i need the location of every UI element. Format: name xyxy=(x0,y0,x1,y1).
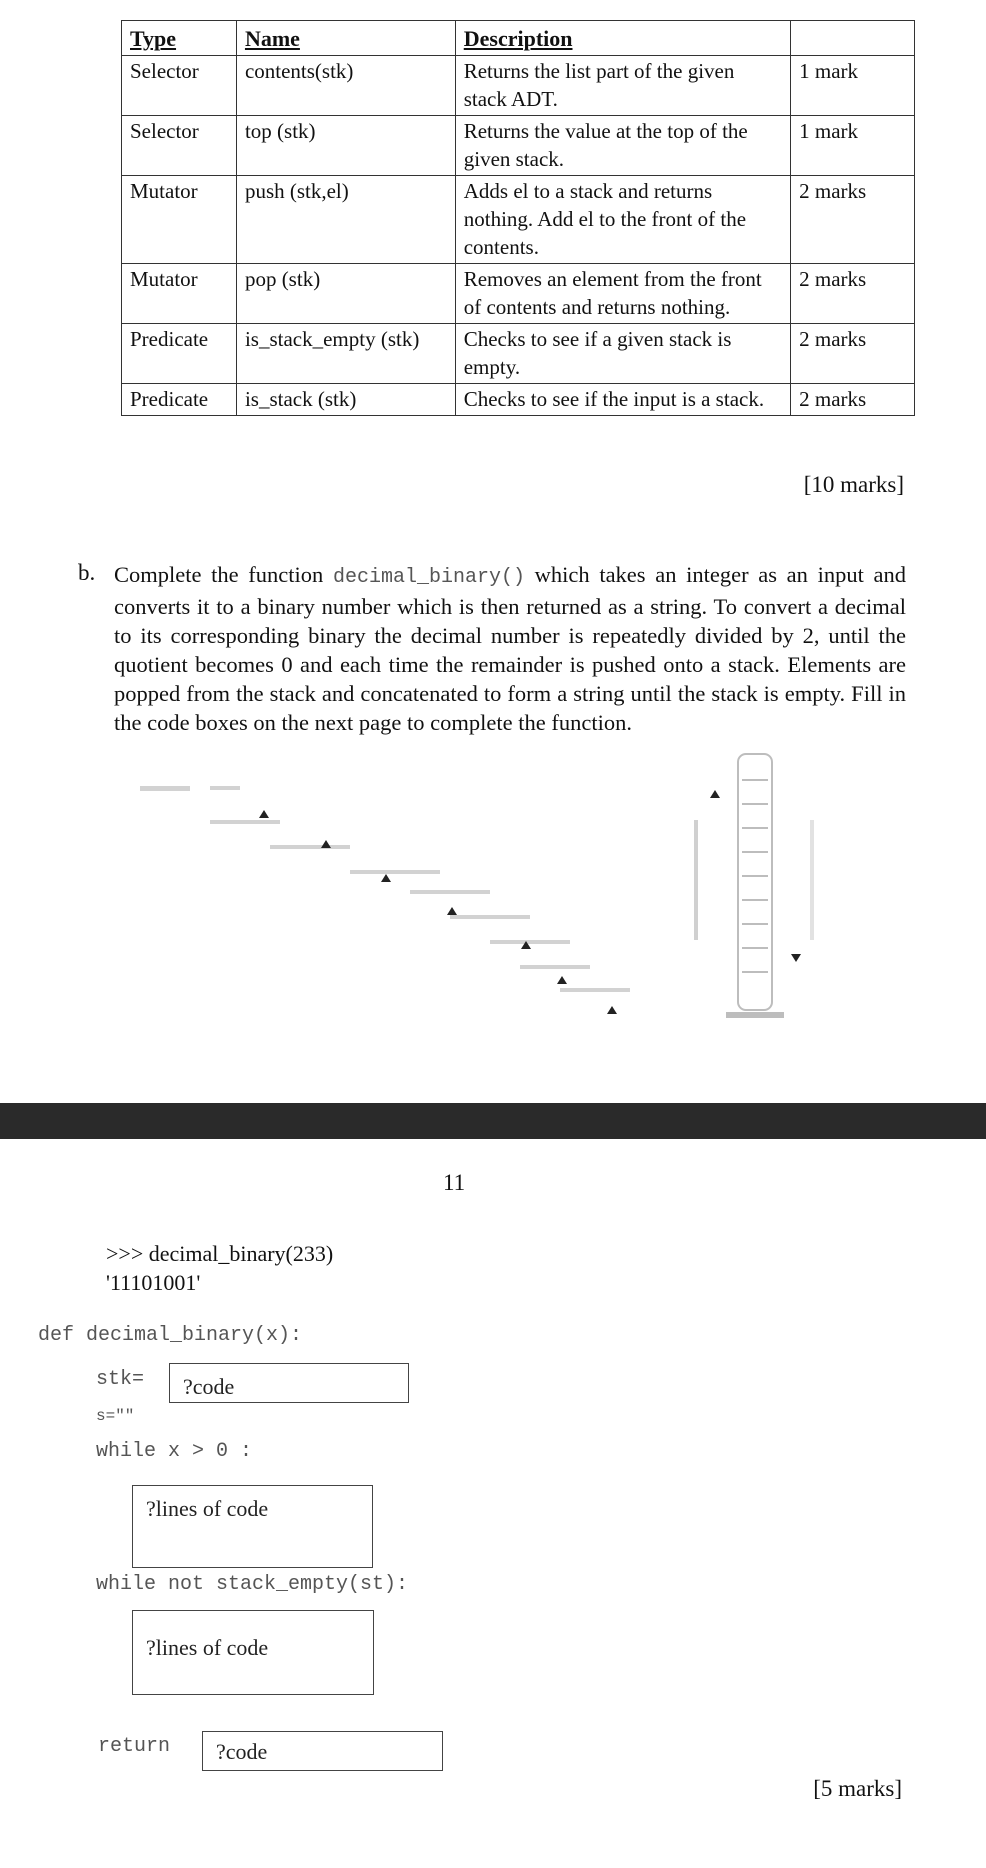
arrow-marker xyxy=(710,790,720,798)
cell-marks: 2 marks xyxy=(791,264,915,324)
cell-name: contents(stk) xyxy=(236,56,455,116)
trace-line xyxy=(210,786,240,790)
code-while-not-empty: while not stack_empty(st): xyxy=(96,1573,409,1596)
example-result: '11101001' xyxy=(106,1270,201,1295)
question-text xyxy=(114,560,906,737)
table-header-row xyxy=(122,21,915,56)
table-row xyxy=(122,324,915,384)
cell-marks: 1 mark xyxy=(791,56,915,116)
trace-line xyxy=(450,915,530,919)
trace-line xyxy=(410,890,490,894)
exam-page-bottom xyxy=(0,1139,986,1868)
cell-name: is_stack (stk) xyxy=(236,384,455,416)
question-text-end: which takes an integer as an input and converts it to a binary number which is then returned as a string. To convert a decimal to its corresponding binary the decimal number is repeatedly divided by 2, until the quotient becomes 0 and each time the remainder is pushed onto a stack. Elements are popped from the stack and concatenated to form a string until the stack is empty. Fill in the code boxes on the next page to complete the function. xyxy=(114,562,906,735)
cell-type: Selector xyxy=(122,116,237,176)
cell-description: Returns the list part of the given stack ADT. xyxy=(455,56,790,116)
cell-description: Checks to see if a given stack is empty. xyxy=(455,324,790,384)
cell-type: Mutator xyxy=(122,176,237,264)
cell-description: Removes an element from the front of contents and returns nothing. xyxy=(455,264,790,324)
function-name: decimal_binary() xyxy=(332,566,525,589)
cell-type: Predicate xyxy=(122,384,237,416)
arrow-marker xyxy=(447,907,457,915)
answer-box-while-not-empty[interactable]: ?lines of code xyxy=(132,1610,374,1695)
cell-marks: 2 marks xyxy=(791,324,915,384)
answer-box-stk[interactable]: ?code xyxy=(169,1363,409,1403)
trace-line xyxy=(350,870,440,874)
stack-base xyxy=(726,1012,784,1018)
code-s-assign: s="" xyxy=(96,1407,135,1425)
part-a-marks: [10 marks] xyxy=(803,472,904,497)
stack-column xyxy=(738,754,772,1010)
code-return-keyword: return xyxy=(98,1735,171,1758)
header-marks xyxy=(791,21,915,56)
page-divider xyxy=(0,1103,986,1139)
answer-box-while-x[interactable]: ?lines of code xyxy=(132,1485,373,1568)
arrow-marker xyxy=(557,976,567,984)
question-label: b. xyxy=(78,560,96,585)
faded-side-label xyxy=(810,820,814,940)
trace-line xyxy=(520,965,590,969)
cell-description: Checks to see if the input is a stack. xyxy=(455,384,790,416)
example-call: >>> decimal_binary(233) xyxy=(106,1241,334,1266)
header-description: Description xyxy=(455,21,790,56)
table-row xyxy=(122,56,915,116)
code-def-line: def decimal_binary(x): xyxy=(38,1324,303,1347)
trace-line xyxy=(560,988,630,992)
cell-marks: 2 marks xyxy=(791,176,915,264)
cell-marks: 2 marks xyxy=(791,384,915,416)
cell-name: pop (stk) xyxy=(236,264,455,324)
trace-line xyxy=(210,820,280,824)
trace-arrows xyxy=(259,790,801,1014)
trace-line xyxy=(270,845,350,849)
trace-line xyxy=(490,940,570,944)
arrow-marker xyxy=(259,810,269,818)
trace-line xyxy=(140,786,190,791)
cell-type: Mutator xyxy=(122,264,237,324)
table-row xyxy=(122,176,915,264)
part-b-marks: [5 marks] xyxy=(813,1776,902,1801)
header-name: Name xyxy=(236,21,455,56)
header-type: Type xyxy=(122,21,237,56)
faded-side-label xyxy=(694,820,698,940)
cell-name: is_stack_empty (stk) xyxy=(236,324,455,384)
cell-description: Returns the value at the top of the given stack. xyxy=(455,116,790,176)
cell-name: push (stk,el) xyxy=(236,176,455,264)
cell-marks: 1 mark xyxy=(791,116,915,176)
arrow-marker xyxy=(791,954,801,962)
faded-stack-diagram xyxy=(120,740,840,1040)
cell-description: Adds el to a stack and returns nothing. Add el to the front of the contents. xyxy=(455,176,790,264)
code-while-x: while x > 0 : xyxy=(96,1440,253,1463)
arrow-marker xyxy=(607,1006,617,1014)
arrow-marker xyxy=(321,840,331,848)
stack-adt-table xyxy=(121,20,915,416)
cell-type: Predicate xyxy=(122,324,237,384)
code-stk-assign: stk= xyxy=(96,1368,145,1391)
answer-box-return[interactable]: ?code xyxy=(202,1731,443,1771)
arrow-marker xyxy=(381,874,391,882)
question-text-start: Complete the function xyxy=(114,562,333,587)
table-row xyxy=(122,264,915,324)
table-row xyxy=(122,116,915,176)
cell-name: top (stk) xyxy=(236,116,455,176)
faded-trace-lines xyxy=(140,786,630,992)
cell-type: Selector xyxy=(122,56,237,116)
table-row xyxy=(122,384,915,416)
page-number: 11 xyxy=(443,1170,466,1195)
